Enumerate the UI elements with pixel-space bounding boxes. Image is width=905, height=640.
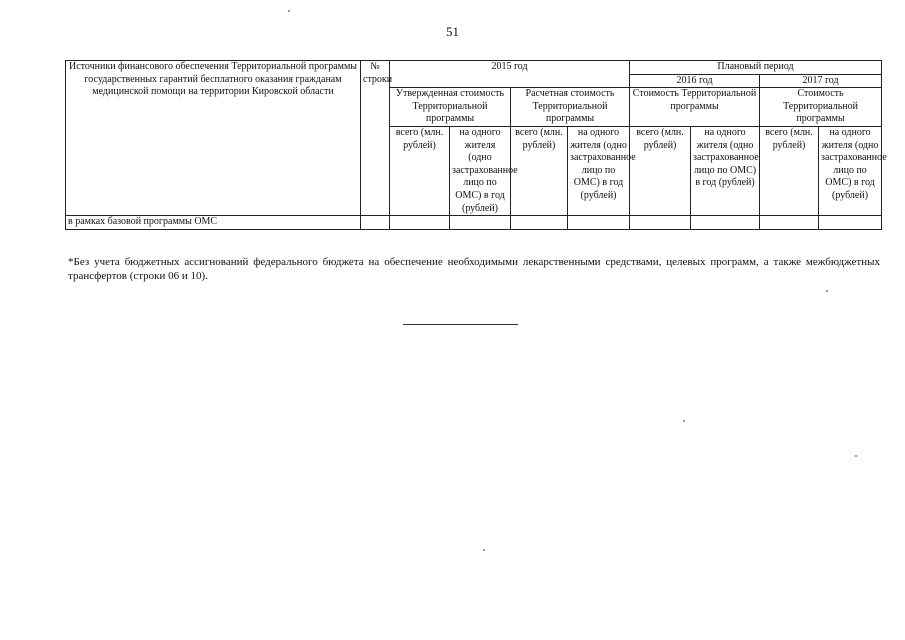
scan-speck bbox=[855, 455, 857, 457]
financing-sources-table bbox=[65, 60, 887, 230]
header-planning-period: Плановый период bbox=[630, 61, 882, 75]
header-total-2016: всего (млн. рублей) bbox=[630, 126, 691, 215]
scan-speck bbox=[826, 290, 828, 292]
row-number-cell bbox=[361, 216, 390, 230]
header-approved-cost: Утвержденная стоимость Территориальной программы bbox=[390, 88, 511, 127]
scan-speck bbox=[288, 10, 290, 12]
header-total-2015-approved: всего (млн. рублей) bbox=[390, 126, 450, 215]
header-row-number: № строки bbox=[361, 61, 390, 216]
data-cell bbox=[450, 216, 511, 230]
scan-speck bbox=[483, 549, 485, 551]
data-cell bbox=[630, 216, 691, 230]
data-cell bbox=[511, 216, 568, 230]
header-total-2017: всего (млн. рублей) bbox=[760, 126, 819, 215]
header-year-2017: 2017 год bbox=[760, 74, 882, 88]
header-row-years bbox=[66, 61, 882, 75]
header-per-insured-2016: на одного жителя (одно застрахованное лицо по ОМС) в год (рублей) bbox=[691, 126, 760, 215]
header-per-insured-2017: на одного жителя (одно застрахованное лицо по ОМС) в год (рублей) bbox=[819, 126, 882, 215]
header-cost-2017: Стоимость Территориальной программы bbox=[760, 88, 882, 127]
header-year-2015: 2015 год bbox=[390, 61, 630, 88]
header-total-2015-estimated: всего (млн. рублей) bbox=[511, 126, 568, 215]
header-estimated-cost: Расчетная стоимость Территориальной программы bbox=[511, 88, 630, 127]
header-year-2016: 2016 год bbox=[630, 74, 760, 88]
section-divider-line bbox=[403, 324, 518, 325]
page-number: 51 bbox=[446, 24, 459, 39]
data-cell bbox=[568, 216, 630, 230]
footnote: *Без учета бюджетных ассигнований федерального бюджета на обеспечение необходимыми лекарственными средствами, целевых программ, а также межбюджетных трансфертов (строки 06 и 10). bbox=[68, 256, 880, 282]
table-row bbox=[66, 216, 882, 230]
header-cost-2016: Стоимость Территориальной программы bbox=[630, 88, 760, 127]
data-cell bbox=[390, 216, 450, 230]
data-cell bbox=[760, 216, 819, 230]
data-cell bbox=[691, 216, 760, 230]
header-per-insured-2015-estimated: на одного жителя (одно застрахованное лицо по ОМС) в год (рублей) bbox=[568, 126, 630, 215]
data-cell bbox=[819, 216, 882, 230]
header-per-insured-2015-approved: на одного жителя (одно застрахованное лицо по ОМС) в год (рублей) bbox=[450, 126, 511, 215]
header-source-label: Источники финансового обеспечения Территориальной программы государственных гарантий бесплатного оказания гражданам медицинской помощи на территории Кировской области bbox=[66, 61, 361, 216]
row-source-name: в рамках базовой программы ОМС bbox=[66, 216, 361, 230]
scan-speck bbox=[683, 420, 685, 422]
